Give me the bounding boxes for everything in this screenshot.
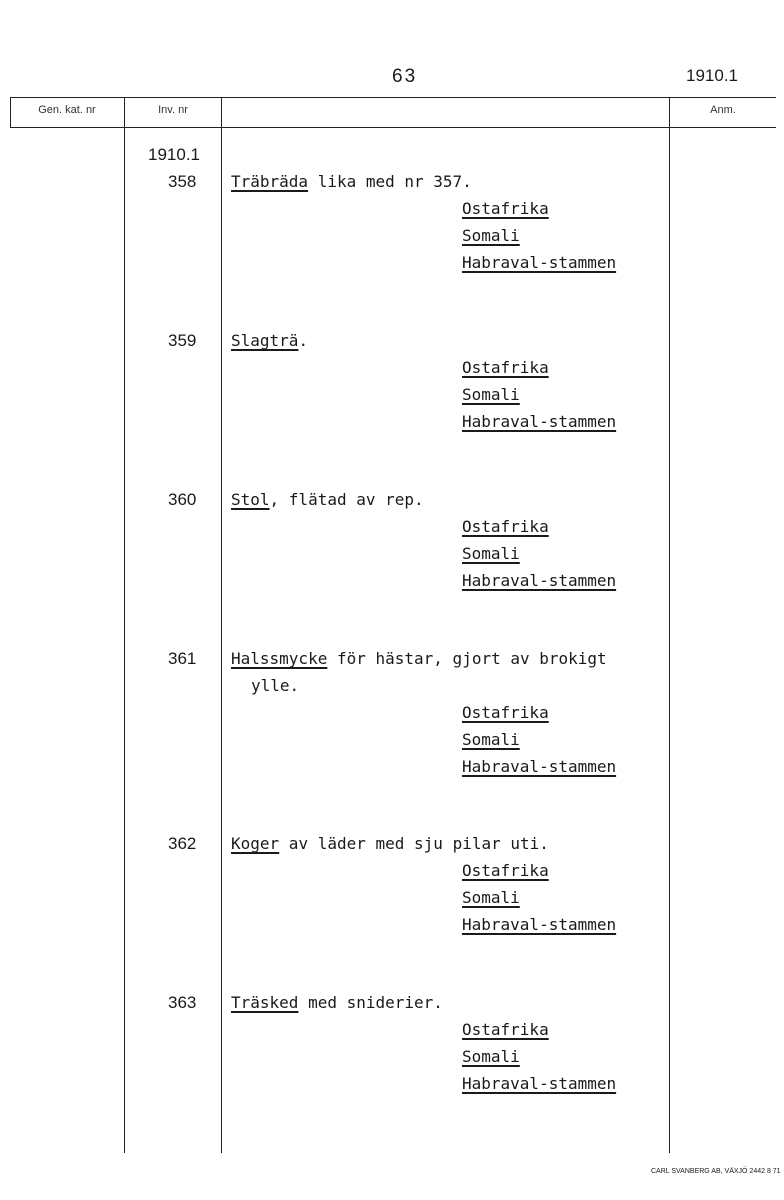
provenance-tribe (462, 412, 616, 431)
left-edge-rule (10, 97, 11, 127)
item-description (231, 834, 549, 853)
provenance-region (462, 861, 549, 880)
provenance-country (462, 385, 520, 404)
provenance-region (462, 358, 549, 377)
provenance-region-text: Ostafrika (462, 358, 549, 377)
provenance-country-text: Somali (462, 1047, 520, 1066)
item-description (231, 993, 443, 1012)
provenance-tribe (462, 757, 616, 776)
year-entry: 1910.1 (148, 145, 200, 164)
provenance-country (462, 888, 520, 907)
provenance-region (462, 199, 549, 218)
item-description-rest: , flätad av rep. (269, 490, 424, 509)
provenance-region-text: Ostafrika (462, 703, 549, 722)
provenance-country-text: Somali (462, 888, 520, 907)
provenance-country-text: Somali (462, 226, 520, 245)
item-description-rest: för hästar, gjort av brokigt (327, 649, 607, 668)
provenance-region-text: Ostafrika (462, 199, 549, 218)
provenance-country-text: Somali (462, 544, 520, 563)
provenance-tribe (462, 915, 616, 934)
item-description (231, 172, 472, 191)
column-divider-inv-desc (221, 97, 222, 1153)
provenance-region (462, 1020, 549, 1039)
column-header-inv: Inv. nr (158, 104, 188, 116)
inventory-number: 360 (168, 490, 197, 509)
provenance-region (462, 703, 549, 722)
provenance-tribe-text: Habraval-stammen (462, 412, 617, 431)
item-description-rest: med sniderier. (298, 993, 443, 1012)
provenance-tribe-text: Habraval-stammen (462, 757, 617, 776)
item-term: Stol (231, 490, 270, 509)
provenance-tribe-text: Habraval-stammen (462, 1074, 617, 1093)
inventory-number: 361 (168, 649, 197, 668)
inventory-number: 359 (168, 331, 197, 350)
inventory-number: 363 (168, 993, 197, 1012)
provenance-country (462, 1047, 520, 1066)
provenance-country (462, 544, 520, 563)
item-description-rest: . (298, 331, 309, 350)
provenance-tribe (462, 571, 616, 590)
item-description (231, 490, 424, 509)
printer-imprint: CARL SVANBERG AB, VÄXJÖ 2442 8 71 (651, 1168, 781, 1175)
provenance-country (462, 226, 520, 245)
item-term: Träsked (231, 993, 299, 1012)
item-description-continuation: ylle. (251, 676, 300, 695)
provenance-tribe-text: Habraval-stammen (462, 915, 617, 934)
column-divider-gen-inv (124, 97, 125, 1153)
column-divider-desc-anm (669, 97, 670, 1153)
column-header-anm: Anm. (710, 104, 736, 116)
provenance-region-text: Ostafrika (462, 1020, 549, 1039)
provenance-tribe (462, 1074, 616, 1093)
provenance-region-text: Ostafrika (462, 861, 549, 880)
provenance-tribe (462, 253, 616, 272)
page-year: 1910.1 (686, 66, 738, 85)
item-term: Slagträ (231, 331, 299, 350)
provenance-region-text: Ostafrika (462, 517, 549, 536)
page-number: 63 (392, 66, 418, 87)
item-description (231, 331, 308, 350)
provenance-tribe-text: Habraval-stammen (462, 571, 617, 590)
item-description-rest: lika med nr 357. (308, 172, 472, 191)
item-term: Träbräda (231, 172, 309, 191)
column-header-gen-kat: Gen. kat. nr (38, 104, 96, 116)
item-description (231, 649, 607, 668)
item-term: Halssmycke (231, 649, 328, 668)
item-description-rest: av läder med sju pilar uti. (279, 834, 549, 853)
inventory-number: 358 (168, 172, 197, 191)
provenance-country-text: Somali (462, 730, 520, 749)
provenance-country-text: Somali (462, 385, 520, 404)
provenance-tribe-text: Habraval-stammen (462, 253, 617, 272)
provenance-region (462, 517, 549, 536)
provenance-country (462, 730, 520, 749)
inventory-number: 362 (168, 834, 197, 853)
item-term: Koger (231, 834, 280, 853)
